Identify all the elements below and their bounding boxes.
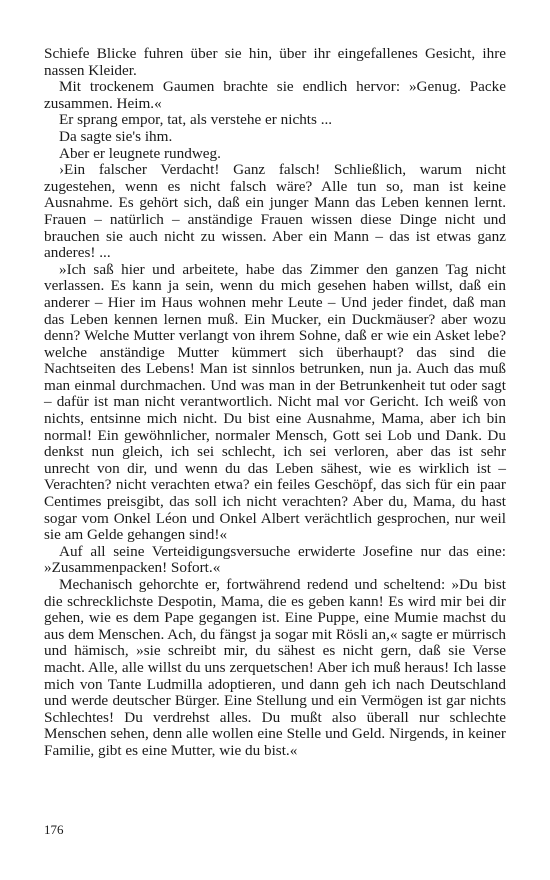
- paragraph-continued: Schiefe Blicke fuhren über sie hin, über ihr eingefallenes Gesicht, ihre nassen Kleider.: [44, 45, 506, 79]
- paragraph: ›Ein falscher Verdacht! Ganz falsch! Schließlich, warum nicht zugestehen, wenn es nicht falsch wäre? Alle tun so, man ist keine Ausnahme. Es gehört sich, daß ein junger Mann das Leben kennen lernt. Frauen – natürlich – anständige Frauen wissen diese Dinge nicht und brauchen sie auch nicht zu wissen. Aber ein Mann – das ist etwas ganz anderes! ...: [44, 161, 506, 262]
- page-number: 176: [44, 822, 64, 837]
- paragraph: Auf all seine Verteidigungsversuche erwiderte Josefine nur das eine: »Zusammenpacken! Sofort.«: [44, 542, 506, 577]
- paragraph: »Ich saß hier und arbeitete, habe das Zimmer den ganzen Tag nicht verlassen. Es kann ja sein, wenn du mich gesehen haben willst, daß ein anderer – Hier im Haus wohnen mehr Leute – Und jeder findet, daß man das Leben kennen lernen muß. Ein Mucker, ein Duckmäuser? aber wozu denn? Welche Mutter verlangt von ihrem Sohne, daß er wie ein Asket lebe? welche anständige Mutter kümmert sich überhaupt? das sind die Nachtseiten des Lebens! Man ist sinnlos betrunken, nun ja. Auch das muß man einmal durchmachen. Und was man in der Betrunkenheit tut oder sagt – dafür ist man nicht verantwortlich. Nicht mal vor Gericht. Ich weiß von nichts, entsinne mich nicht. Du bist eine Ausnahme, Mama, aber ich bin normal! Ein gewöhnlicher, normaler Mensch, Gott sei Lob und Dank. Du denkst nun gleich, ich sei schlecht, ich sei verloren, aber das ist sehr unrecht von dir, und wenn du das Leben sähest, wie es wirklich ist – Verachten? nicht verachten etwa? ein feiles Geschöpf, das sich für ein paar Centimes preisgibt, das soll ich nicht verachten? Aber du, Mama, du hast sogar vom Onkel Léon und Onkel Albert verächtlich gesprochen, nur weil sie am Gelde gehangen sind!«: [44, 260, 506, 544]
- page-body: [44, 46, 506, 760]
- paragraph: Mechanisch gehorchte er, fortwährend redend und scheltend: »Du bist die schrecklichste Despotin, Mama, die es geben kann! Es wird mir bei dir gehen, wie es dem Pape gegangen ist. Eine Puppe, eine Mumie machst du aus dem Menschen. Ach, du fängst ja sogar mit Rösli an,« sagte er mürrisch und hämisch, »sie schreibt mir, du sähest es nicht gern, daß sie Verse macht. Alle, alle willst du uns zerquetschen! Aber ich muß heraus! Ich lasse mich von Tante Ludmilla adoptieren, und dann geh ich nach Deutschland und werde deutscher Bürger. Eine Stellung und ein Vermögen ist gar nichts Schlechtes! Du verdrehst alles. Du mußt also überall nur schlechte Menschen sehen, denn alle wollen eine Stelle und Geld. Nirgends, in keiner Familie, gibt es eine Mutter, wie du bist.«: [44, 576, 506, 759]
- paragraph: Er sprang empor, tat, als verstehe er nichts ...: [59, 111, 333, 129]
- paragraph: Mit trockenem Gaumen brachte sie endlich hervor: »Genug. Packe zusammen. Heim.«: [44, 78, 506, 112]
- paragraph: Aber er leugnete rundweg.: [59, 144, 221, 162]
- paragraph: Da sagte sie's ihm.: [59, 127, 173, 145]
